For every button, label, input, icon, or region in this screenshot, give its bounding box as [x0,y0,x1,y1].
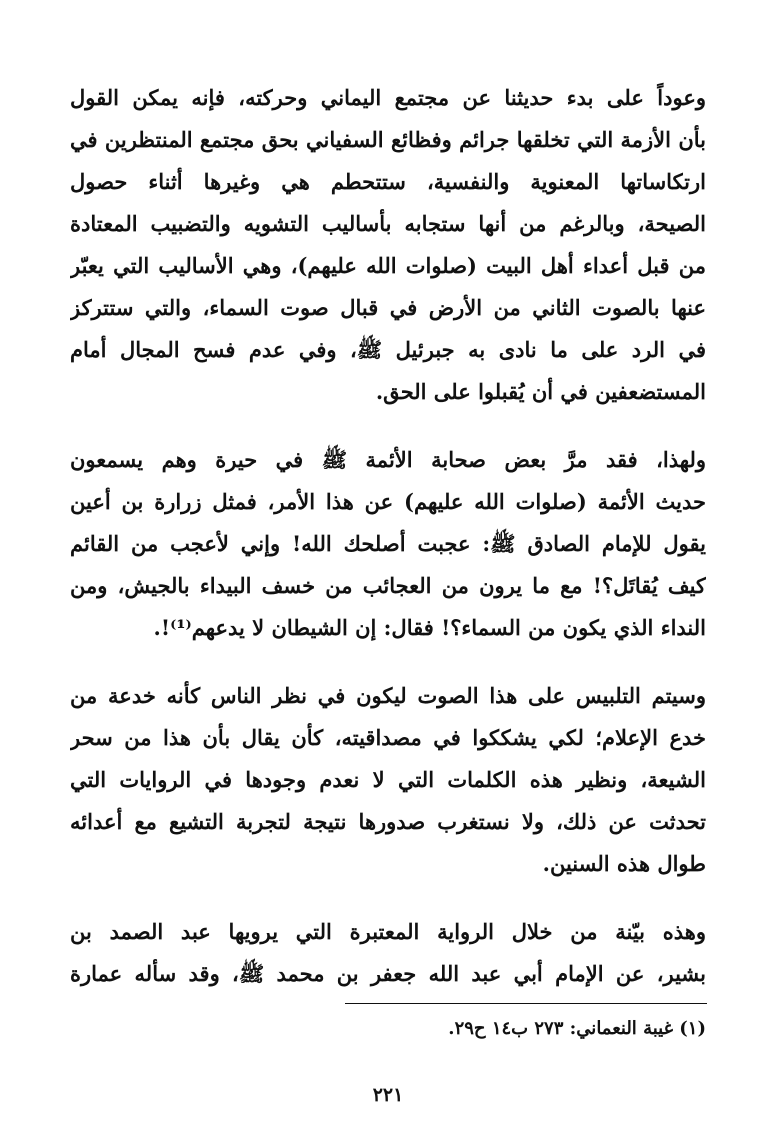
paragraph-1-line-6: عنها بالصوت الثاني من الأرض في قبال صوت السماء، والتي ستتركز [70,295,706,320]
paragraph-3-line-3: الشيعة، ونظير هذه الكلمات التي لا نعدم وجودها في الروايات التي [70,767,706,792]
paragraph-1-line-8: المستضعفين في أن يُقبلوا على الحق. [375,379,706,404]
paragraph-4-line-1: وهذه بيّنة من خلال الرواية المعتبرة التي يرويها عبد الصمد بن [70,919,706,944]
paragraph-2-line-5: النداء الذي يكون من السماء؟! فقال: إن الشيطان لا يدعهم⁽¹⁾!. [153,615,706,640]
paragraph-2-line-3: يقول للإمام الصادق ﷺ: عجبت أصلحك الله! وإني لأعجب من القائم [70,531,706,556]
paragraph-2-line-2: حديث الأئمة (صلوات الله عليهم) عن هذا الأمر، فمثل زرارة بن أعين [70,489,706,514]
paragraph-4-line-2: بشير، عن الإمام أبي عبد الله جعفر بن محمد ﷺ، وقد سأله عمارة [70,961,706,986]
paragraph-1-line-2: بأن الأزمة التي تخلقها جرائم وفظائع السفياني بحق مجتمع المنتظرين في [70,127,706,152]
paragraph-2-line-4: كيف يُقاتَل؟! مع ما يرون من العجائب من خسف البيداء بالجيش، ومن [70,573,706,598]
footnote: (١) غيبة النعماني: ٢٧٣ ب١٤ ح٢٩. [448,1018,706,1039]
paragraph-3-line-4: تحدثت عن ذلك، ولا نستغرب صدورها نتيجة لتجربة التشيع مع أعدائه [70,809,706,834]
paragraph-1-line-4: الصيحة، وبالرغم من أنها ستجابه بأساليب التشويه والتضبيب المعتادة [70,211,706,236]
footnote-divider [345,1003,707,1004]
paragraph-3-line-2: خدع الإعلام؛ لكي يشككوا في مصداقيته، كأن يقال بأن هذا من سحر [70,725,706,750]
page-number: ٢٢١ [372,1084,404,1106]
paragraph-1-line-7: في الرد على ما نادى به جبرئيل ﷺ، وفي عدم فسح المجال أمام [70,337,706,362]
paragraph-1-line-5: من قبل أعداء أهل البيت (صلوات الله عليهم)، وهي الأساليب التي يعبّر [70,253,706,278]
paragraph-3-line-5: طوال هذه السنين. [542,851,706,876]
paragraph-1-line-1: وعوداً على بدء حديثنا عن مجتمع اليماني وحركته، فإنه يمكن القول [70,85,706,110]
paragraph-3-line-1: وسيتم التلبيس على هذا الصوت ليكون في نظر الناس كأنه خدعة من [70,683,706,708]
paragraph-2-line-1: ولهذا، فقد مرَّ بعض صحابة الأئمة ﷺ في حيرة وهم يسمعون [70,447,706,472]
paragraph-1-line-3: ارتكاساتها المعنوية والنفسية، ستتحطم هي وغيرها أثناء حصول [70,169,706,194]
